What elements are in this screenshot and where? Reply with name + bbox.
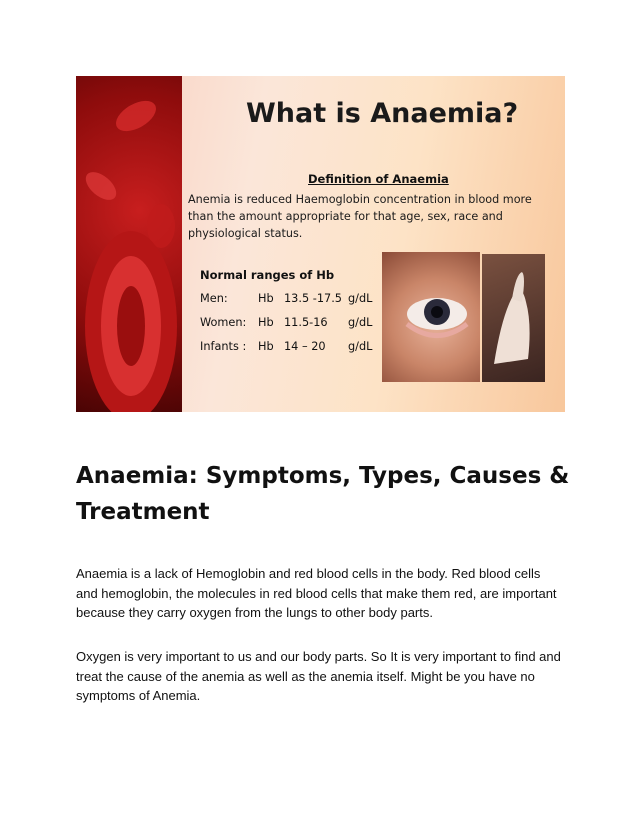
- definition-text: Anemia is reduced Haemoglobin concentration in blood more than the amount appropriate for that age, sex, race and physiological status.: [188, 193, 532, 240]
- anaemia-banner-image: [76, 76, 565, 412]
- range-unit: g/dL: [348, 292, 373, 305]
- ranges-heading: Normal ranges of Hb: [200, 268, 335, 282]
- paragraph: Anaemia is a lack of Hemoglobin and red blood cells in the body. Red blood cells and hemoglobin, the molecules in red blood cells that make them red, are important because they carry oxygen from the lungs to other body parts.: [76, 566, 557, 620]
- range-value: 14 – 20: [284, 340, 326, 353]
- article-heading: Anaemia: Symptoms, Types, Causes & Treatment: [76, 463, 570, 525]
- range-unit: g/dL: [348, 316, 373, 329]
- pale-hand-photo: [482, 254, 545, 382]
- pale-eyelid-photo: [382, 252, 480, 382]
- range-group: Men:: [200, 292, 228, 305]
- red-blood-cells-illustration: [76, 76, 182, 412]
- range-label: Hb: [258, 292, 274, 305]
- paragraph: Oxygen is very important to us and our body parts. So It is very important to find and treat the cause of the anemia as well as the anemia itself. Might be you have no symptoms of Anemia.: [76, 649, 561, 703]
- definition-heading: Definition of Anaemia: [308, 172, 449, 186]
- range-group: Women:: [200, 316, 247, 329]
- range-unit: g/dL: [348, 340, 373, 353]
- range-label: Hb: [258, 340, 274, 353]
- range-value: 11.5-16: [284, 316, 328, 329]
- banner-title: What is Anaemia?: [246, 98, 519, 129]
- range-group: Infants :: [200, 340, 247, 353]
- range-value: 13.5 -17.5: [284, 292, 342, 305]
- range-label: Hb: [258, 316, 274, 329]
